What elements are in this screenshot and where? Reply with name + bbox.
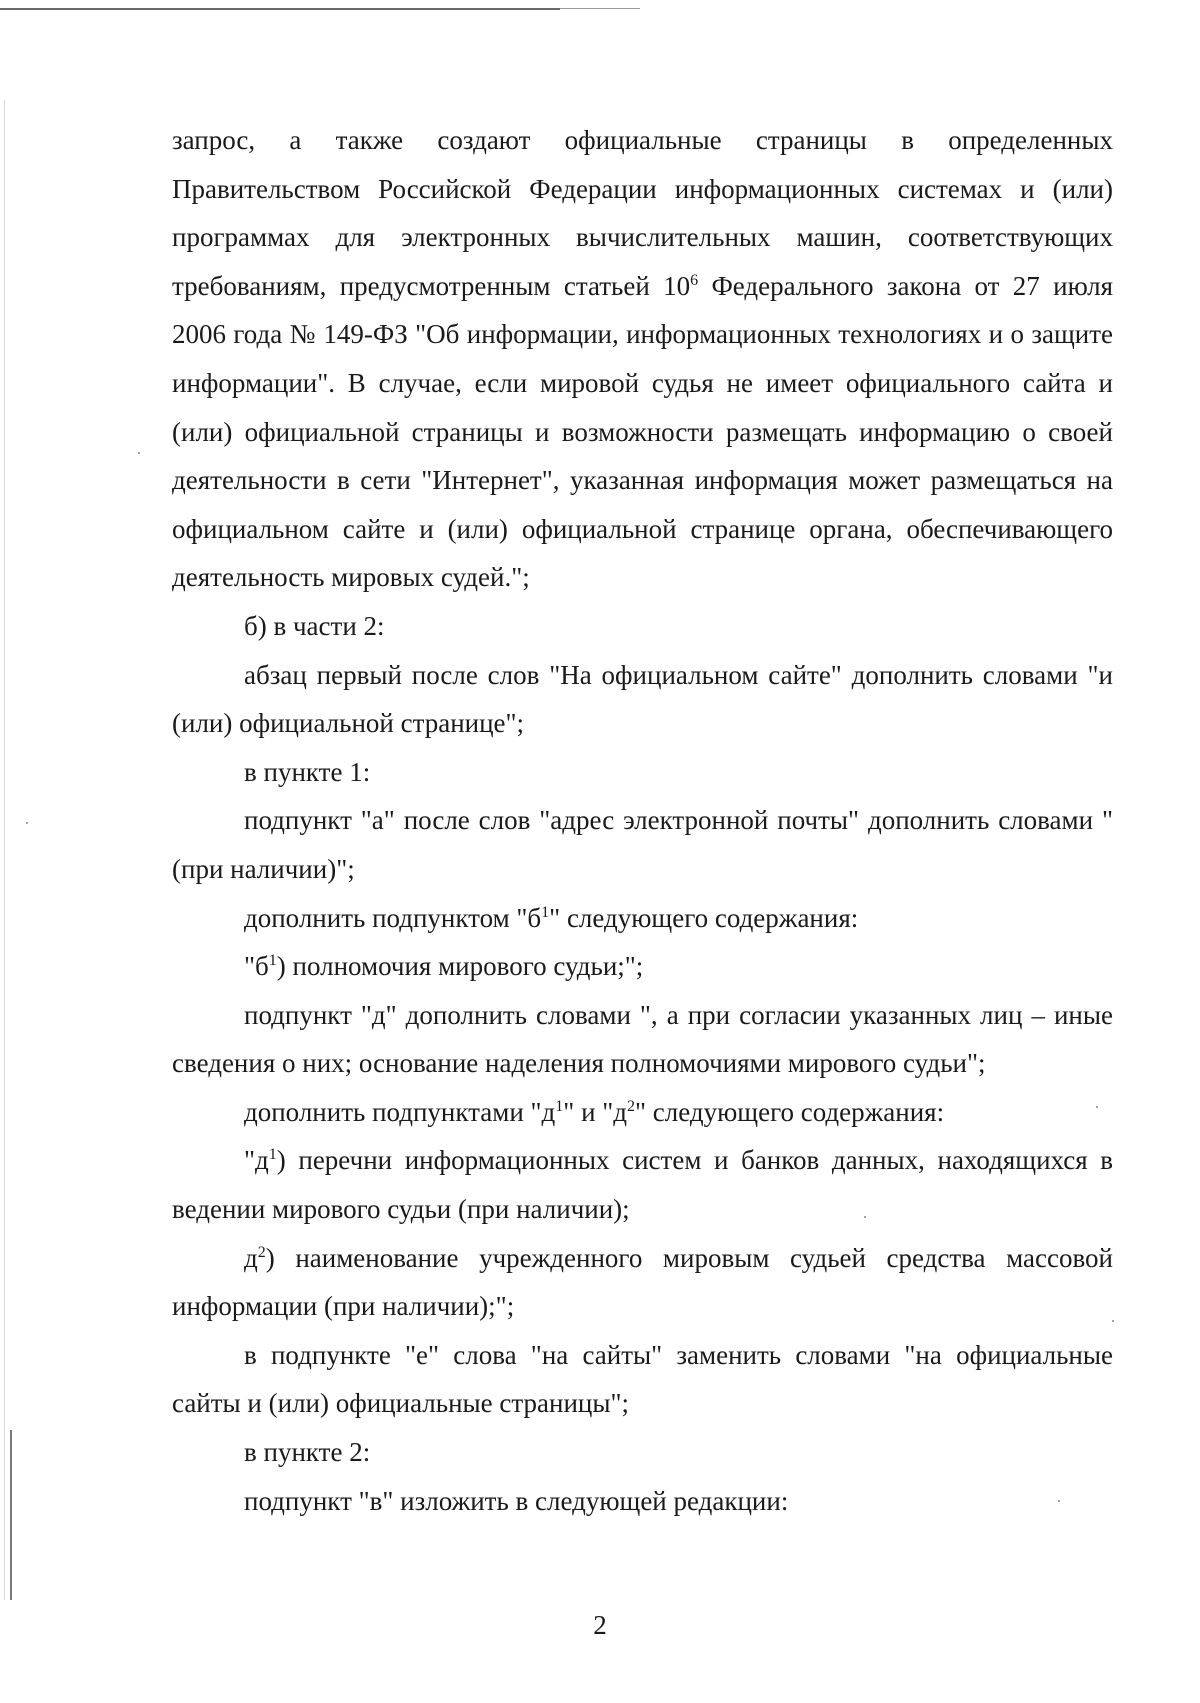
scan-edge-line [10,1430,12,1600]
paragraph-p4 [172,748,1113,797]
paragraph-text: ) полномочия мирового судьи;"; [276,951,644,982]
paragraph-text: "б [244,951,269,982]
paragraph-text: подпункт "а" после слов "адрес электронной почты" дополнить словами "(при наличии)"; [172,805,1113,884]
paragraph-text: " следующего содержания: [635,1096,945,1127]
superscript: 2 [627,1097,636,1115]
paragraph-p14 [172,1477,1113,1526]
paragraph-p9 [172,1088,1113,1137]
scan-border-line [0,8,560,10]
paragraph-text: запрос, а также создают официальные страницы в определенных Правительством Российской Федерации информационных системах и (или) программах для электронных вычислительных машин, соответствующих требованиям, предусмотренным статьей 10 [172,125,1113,301]
paragraph-p1 [172,116,1113,602]
paragraph-text: дополнить подпунктами "д [244,1096,556,1127]
paragraph-p8 [172,991,1113,1088]
paragraph-text: в пункте 1: [244,756,371,787]
scan-edge-shadow [4,100,5,1600]
paragraph-p5 [172,796,1113,893]
paragraph-p2 [172,602,1113,651]
paragraph-text: д [244,1242,258,1273]
paragraph-text: в подпункте "е" слова "на сайты" заменить словами "на официальные сайты и (или) официальные страницы"; [172,1339,1113,1419]
paragraph-p12 [172,1331,1113,1428]
superscript: 2 [257,1243,266,1261]
document-body [172,116,1113,1525]
paragraph-text: дополнить подпунктом "б [244,902,542,933]
scan-border-line [560,8,640,9]
paragraph-p10 [172,1136,1113,1233]
superscript: 1 [541,903,550,921]
paragraph-text: ) перечни информационных систем и банков данных, находящихся в ведении мирового судьи (при наличии); [172,1145,1113,1225]
paragraph-text: абзац первый после слов "На официальном сайте" дополнить словами "и (или) официальной странице"; [172,659,1113,739]
paragraph-text: " следующего содержания: [549,902,859,933]
superscript: 1 [268,952,277,970]
paragraph-text: "д [244,1145,269,1176]
paragraph-p11 [172,1234,1113,1331]
paragraph-p13 [172,1428,1113,1477]
paragraph-p3 [172,651,1113,748]
page-number: 2 [593,1610,607,1640]
scan-speck [26,822,28,824]
superscript: 1 [555,1097,564,1115]
scan-speck [138,452,140,454]
paragraph-text: б) в части 2: [244,610,385,641]
superscript: 1 [268,1146,277,1164]
paragraph-text: подпункт "д" дополнить словами ", а при согласии указанных лиц – иные сведения о них; основание наделения полномочиями мирового судьи"; [172,999,1113,1079]
paragraph-p6 [172,894,1113,943]
paragraph-p7 [172,942,1113,991]
paragraph-text: в пункте 2: [244,1437,371,1468]
paragraph-text: " и "д [563,1096,628,1127]
paragraph-text: Федерального закона от 27 июля 2006 года № 149-ФЗ "Об информации, информационных технологиях и о защите информации". В случае, если мировой судья не имеет официального сайта и (или) официальной страницы и возможности размещать информацию о своей деятельности в сети "Интернет", указанная информация может размещаться на официальном сайте и (или) официальной странице органа, обеспечивающего деятельность мировых судей."; [172,270,1113,593]
paragraph-text: ) наименование учрежденного мировым судьей средства массовой информации (при наличии);"; [172,1242,1113,1322]
paragraph-text: подпункт "в" изложить в следующей редакции: [244,1485,789,1516]
superscript: 6 [690,271,699,289]
